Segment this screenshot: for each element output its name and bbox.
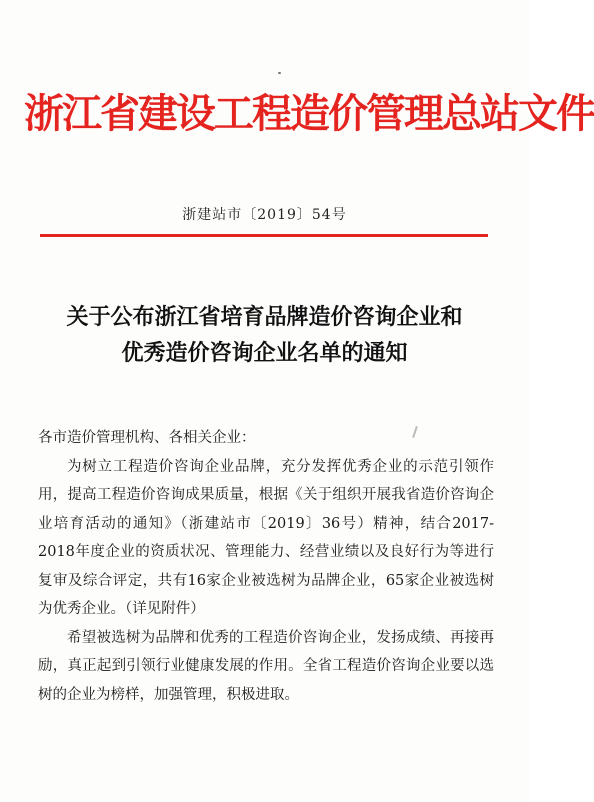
body-paragraph-2: 希望被选树为品牌和优秀的工程造价咨询企业，发扬成绩、再接再励，真正起到引领行业健康发展的作用。全省工程造价咨询企业要以选树的企业为榜样，加强管理，积极进取。 — [38, 629, 494, 703]
notice-body — [38, 424, 494, 709]
notice-title-line-2: 优秀造价咨询企业名单的通知 — [121, 341, 408, 366]
scan-speck — [278, 72, 281, 74]
salutation: 各市造价管理机构、各相关企业： — [38, 430, 256, 446]
notice-title — [30, 300, 499, 372]
issuer-header-title: 浙江省建设工程造价管理总站文件 — [24, 91, 594, 137]
notice-title-line-1: 关于公布浙江省培育品牌造价咨询企业和 — [66, 305, 463, 330]
body-paragraph-1: 为树立工程造价咨询企业品牌，充分发挥优秀企业的示范引领作用，提高工程造价咨询成果质量，根据《关于组织开展我省造价咨询企业培育活动的通知》（浙建站市〔2019〕36号）精神，结合2017-2018年度企业的资质状况、管理能力、经营业绩以及良好行为等进行复审及综合评定，共有16家企业被选树为品牌企业，65家企业被选树为优秀企业。（详见附件） — [38, 458, 494, 617]
document-number: 浙建站市〔2019〕54号 — [182, 207, 347, 223]
red-divider-line — [40, 234, 488, 237]
